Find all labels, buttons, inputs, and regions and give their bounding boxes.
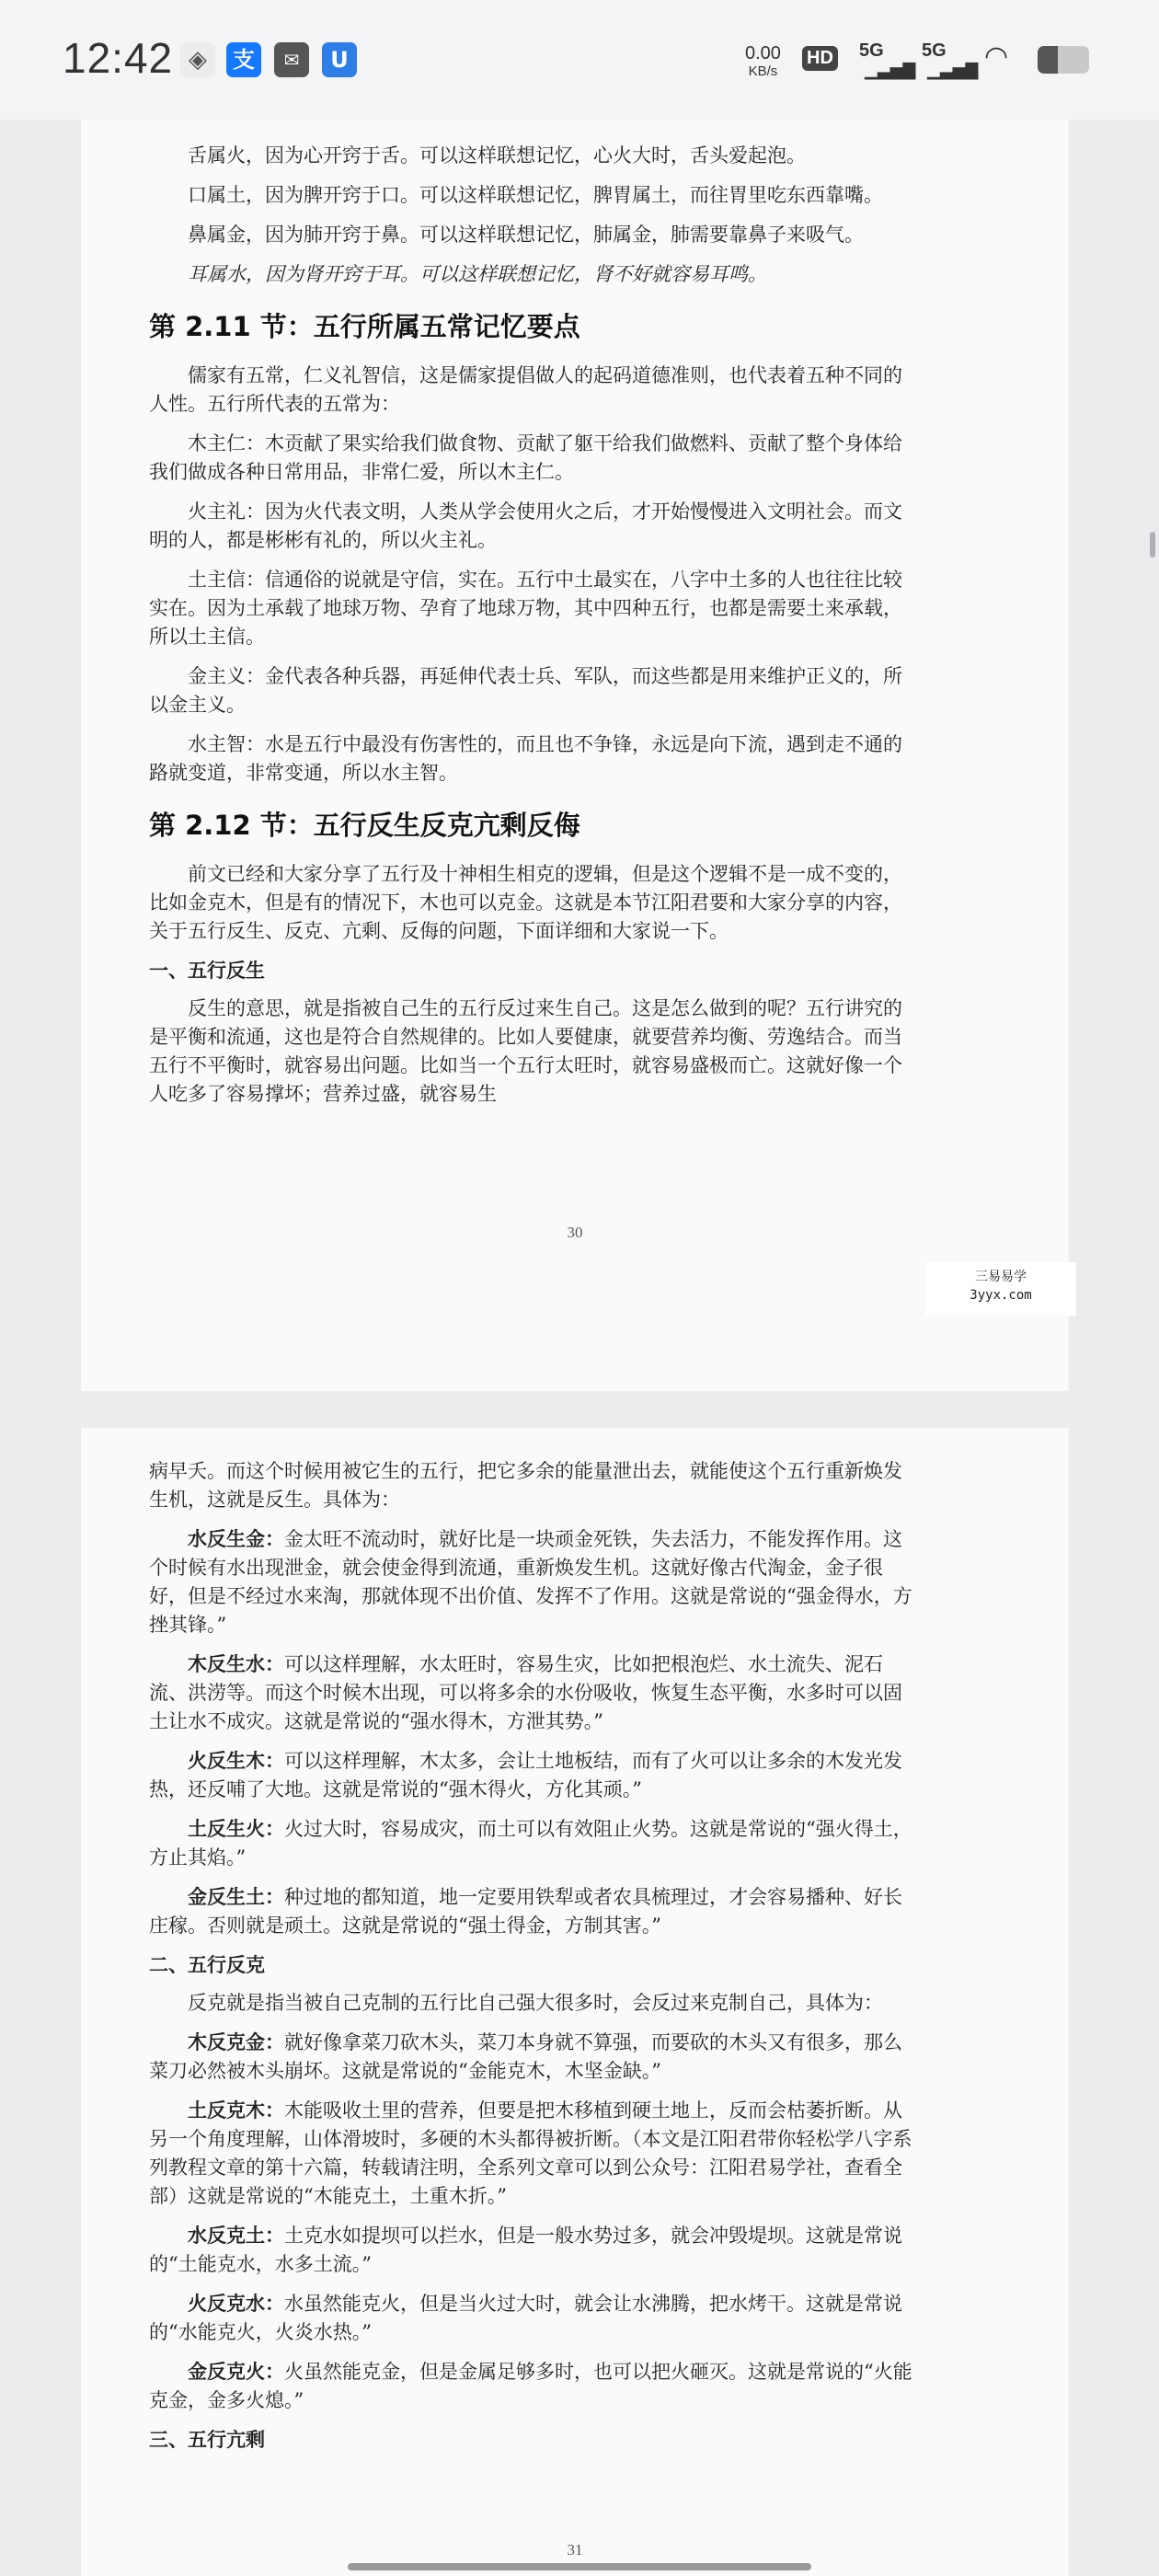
section-2-11-para-6: 水主智：水是五行中最没有伤害性的，而且也不争锋，永远是向下流，遇到走不通的路就变道，非常变通，所以水主智。 bbox=[149, 733, 902, 784]
fanke-item-text: 火虽然能克金，但是金属足够多时，也可以把火砸灭。这就是常说的“火能克金，金多火熄。” bbox=[149, 2361, 912, 2411]
signal-bars-icon: ▁▃▅▇ bbox=[865, 61, 916, 79]
fanke-item-text: 木能吸收土里的营养，但要是把木移植到硬土地上，反而会枯萎折断。从另一个角度理解，山体滑坡时，多硬的木头都得被折断。（本文是江阳君带你轻松学八字系列教程文章的第十六篇，转载请注明，全系列文章可以到公众号：江阳君易学社，查看全部）这就是常说的“木能克土，土重木折。” bbox=[149, 2099, 912, 2207]
text-mouth: 口属土，因为脾开窍于口。可以这样联想记忆，脾胃属土，而往胃里吃东西靠嘴。 bbox=[188, 184, 883, 206]
signal-5g-label: 5G bbox=[859, 40, 884, 61]
fanke-item-text: 土克水如提坝可以拦水，但是一般水势过多，就会冲毁堤坝。这就是常说的“土能克水，水多土流。” bbox=[149, 2225, 902, 2275]
subsection-fansheng-title: 一、五行反生 bbox=[149, 960, 265, 982]
clock: 12:42 bbox=[63, 34, 174, 82]
subsection-fansheng-para: 反生的意思，就是指被自己生的五行反过来生自己。这是怎么做到的呢？五行讲究的是平衡和流通，这也是符合自然规律的。比如人要健康，就要营养均衡、劳逸结合。而当五行不平衡时，就容易出问题。比如当一个五行太旺时，就容易盛极而亡。这就好像一个人吃多了容易撑坏；营养过盛，就容易生 bbox=[149, 997, 902, 1105]
section-2-11-para-4: 土主信：信通俗的说就是守信，实在。五行中土最实在，八字中土多的人也往往比较实在。因为土承载了地球万物、孕育了地球万物，其中四种五行，也都是需要土来承载，所以土主信。 bbox=[149, 569, 902, 648]
fansheng-item-lead: 水反生金： bbox=[188, 1528, 284, 1550]
battery-level bbox=[1038, 46, 1058, 74]
fanke-item bbox=[149, 2097, 912, 2211]
page-31-content bbox=[149, 1457, 912, 2464]
watermark bbox=[925, 1262, 1076, 1316]
fansheng-item bbox=[149, 1525, 912, 1639]
alipay-app-icon: 支 bbox=[226, 42, 261, 77]
section-2-12-title: 第 2.12 节：五行反生反克亢剩反侮 bbox=[149, 810, 580, 841]
page-number-30: 30 bbox=[567, 1224, 583, 1241]
status-bar bbox=[0, 0, 1159, 120]
fansheng-item-text: 可以这样理解，木太多，会让土地板结，而有了火可以让多余的木发光发热，还反哺了大地。这就是常说的“强木得火，方化其顽。” bbox=[149, 1750, 902, 1800]
fansheng-item bbox=[149, 1747, 912, 1804]
fansheng-item-lead: 木反生水： bbox=[188, 1653, 284, 1675]
section-2-12-intro: 前文已经和大家分享了五行及十神相生相克的逻辑，但是这个逻辑不是一成不变的，比如金克木，但是有的情况下，木也可以克金。这就是本节江阳君要和大家分享的内容，关于五行反生、反克、亢剩、反侮的问题，下面详细和大家说一下。 bbox=[149, 863, 902, 942]
fansheng-item-lead: 火反生木： bbox=[188, 1750, 284, 1772]
page-30-content bbox=[149, 142, 912, 1120]
fansheng-item-text: 金太旺不流动时，就好比是一块顽金死铁，失去活力，不能发挥作用。这个时候有水出现泄金，就会使金得到流通，重新焕发生机。这就好像古代淘金，金子很好，但是不经过水来淘，那就体现不出价值、发挥不了作用。这就是常说的“强金得水，方挫其锋。” bbox=[149, 1528, 912, 1636]
fanke-item bbox=[149, 2358, 912, 2415]
page-31-continuation: 病早夭。而这个时候用被它生的五行，把它多余的能量泄出去，就能使这个五行重新焕发生机，这就是反生。具体为： bbox=[149, 1460, 902, 1511]
section-2-11-para-2: 木主仁：木贡献了果实给我们做食物、贡献了躯干给我们做燃料、贡献了整个身体给我们做成各种日常用品，非常仁爱，所以木主仁。 bbox=[149, 432, 902, 483]
subsection-fanke-title: 二、五行反克 bbox=[149, 1954, 265, 1976]
subsection-fanke-intro: 反克就是指当被自己克制的五行比自己强大很多时，会反过来克制自己，具体为： bbox=[188, 1992, 883, 2014]
fansheng-item-lead: 土反生火： bbox=[188, 1818, 284, 1840]
fanke-item-lead: 火反克水： bbox=[188, 2293, 284, 2315]
scrollbar-thumb[interactable] bbox=[1150, 532, 1155, 558]
fansheng-item bbox=[149, 1883, 912, 1940]
fanke-item bbox=[149, 2290, 912, 2347]
fansheng-item-text: 火过大时，容易成灾，而土可以有效阻止火势。这就是常说的“强火得土，方止其焰。” bbox=[149, 1818, 912, 1869]
network-speed-value: 0.00 bbox=[745, 43, 781, 63]
section-2-11-para-1: 儒家有五常，仁义礼智信，这是儒家提倡做人的起码道德准则，也代表着五种不同的人性。五行所代表的五常为： bbox=[149, 364, 902, 415]
text-nose: 鼻属金，因为肺开窍于鼻。可以这样联想记忆，肺属金，肺需要靠鼻子来吸气。 bbox=[188, 224, 864, 246]
fansheng-item bbox=[149, 1650, 912, 1736]
shield-app-icon: U bbox=[322, 42, 357, 77]
fanke-item-text: 水虽然能克火，但是当火过大时，就会让水沸腾，把水烤干。这就是常说的“水能克火，火炎水热。” bbox=[149, 2293, 902, 2343]
fanke-item-lead: 土反克木： bbox=[188, 2099, 284, 2122]
text-tongue: 舌属火，因为心开窍于舌。可以这样联想记忆，心火大时，舌头爱起泡。 bbox=[188, 144, 806, 167]
fanke-item-lead: 水反克土： bbox=[188, 2225, 284, 2247]
subsection-kangsheng-title: 三、五行亢剩 bbox=[149, 2429, 265, 2451]
page-number-31: 31 bbox=[567, 2541, 583, 2559]
message-app-icon: ✉ bbox=[274, 42, 309, 77]
section-2-11-title: 第 2.11 节：五行所属五常记忆要点 bbox=[149, 311, 580, 342]
fanke-item-lead: 木反克金： bbox=[188, 2031, 284, 2053]
hd-badge: HD bbox=[802, 46, 838, 71]
section-2-11-para-5: 金主义：金代表各种兵器，再延伸代表士兵、军队，而这些都是用来维护正义的，所以金主义。 bbox=[149, 665, 902, 716]
fansheng-item-lead: 金反生土： bbox=[188, 1886, 284, 1908]
text-ear: 耳属水，因为肾开窍于耳。可以这样联想记忆，肾不好就容易耳鸣。 bbox=[188, 263, 767, 285]
fansheng-item-text: 可以这样理解，水太旺时，容易生灾，比如把根泡烂、水土流失、泥石流、洪涝等。而这个时候木出现，可以将多余的水份吸收，恢复生态平衡，水多时可以固土让水不成灾。这就是常说的“强水得木，方泄其势。” bbox=[149, 1653, 902, 1732]
fanke-item bbox=[149, 2029, 912, 2086]
signal-bars-icon-2: ▁▃▅▇ bbox=[927, 61, 979, 79]
fansheng-item-text: 种过地的都知道，地一定要用铁犁或者农具梳理过，才会容易播种、好长庄稼。否则就是顽土。这就是常说的“强土得金，方制其害。” bbox=[149, 1886, 902, 1937]
fanke-item bbox=[149, 2222, 912, 2279]
gallery-app-icon: ◈ bbox=[180, 42, 215, 77]
watermark-line-2: 3yyx.com bbox=[970, 1288, 1032, 1303]
watermark-line-1: 三易易学 bbox=[975, 1270, 1027, 1284]
home-indicator[interactable] bbox=[348, 2563, 811, 2570]
network-speed-unit: KB/s bbox=[748, 63, 778, 79]
section-2-11-para-3: 火主礼：因为火代表文明，人类从学会使用火之后，才开始慢慢进入文明社会。而文明的人，都是彬彬有礼的，所以火主礼。 bbox=[149, 500, 902, 551]
battery-icon bbox=[1038, 46, 1089, 74]
network-speed bbox=[745, 44, 781, 81]
fansheng-item bbox=[149, 1815, 912, 1872]
fanke-item-text: 就好像拿菜刀砍木头，菜刀本身就不算强，而要砍的木头又有很多，那么菜刀必然被木头崩坏。这就是常说的“金能克木，木坚金缺。” bbox=[149, 2031, 902, 2082]
signal-5g-label-2: 5G bbox=[922, 40, 947, 61]
wifi-icon: ◠ bbox=[984, 41, 1009, 72]
fanke-item-lead: 金反克火： bbox=[188, 2361, 284, 2383]
